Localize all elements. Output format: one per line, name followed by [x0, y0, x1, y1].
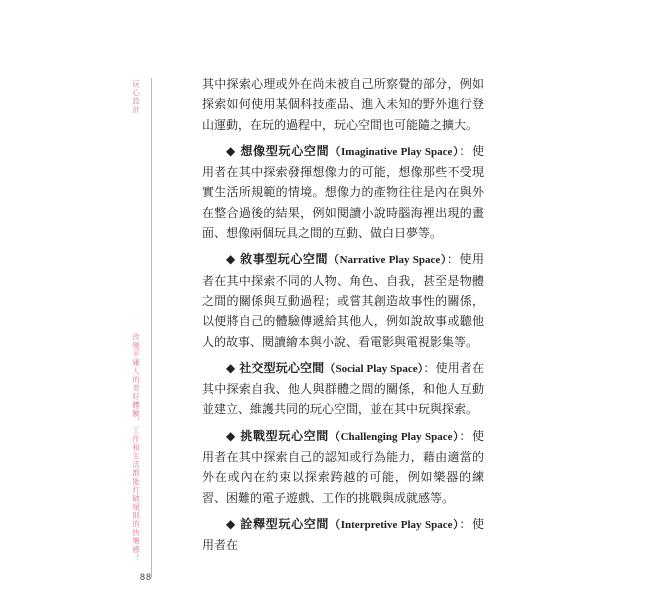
term-en-interpretive: （Interpretive Play Space）: [329, 518, 460, 531]
bullet-diamond-icon: ◆: [226, 428, 241, 443]
term-en-social: （Social Play Space）: [324, 362, 424, 375]
term-social: 社交型玩心空間: [239, 360, 325, 375]
bullet-diamond-icon: ◆: [226, 516, 241, 531]
running-head-title: 玩心設計: [131, 80, 141, 114]
bullet-diamond-icon: ◆: [226, 360, 240, 375]
paragraph-challenging: ◆ 挑戰型玩心空間（Challenging Play Space）：使用者在其中探索自己的認知或行為能力，藉由適當的外在或內在約束以探索跨越的可能，例如樂器的練習、困難的電子遊戲、工作的挑戰與成就感等。: [202, 428, 484, 505]
bullet-diamond-icon: ◆: [226, 143, 241, 158]
paragraph-continuation: 其中探索心理或外在尚未被自己所察覺的部分，例如探索如何使用某個科技產品、進入未知的野外進行登山運動，在玩的過程中，玩心空間也可能隨之擴大。: [202, 77, 484, 132]
paragraph-social: ◆ 社交型玩心空間（Social Play Space）：使用者在其中探索自我、他人與群體之間的關係，和他人互動並建立、維護共同的玩心空間，並在其中玩與探索。: [202, 360, 484, 417]
term-en-imaginative: （Imaginative Play Space）: [329, 145, 460, 158]
term-challenging: 挑戰型玩心空間: [240, 428, 329, 443]
running-head-tagline: 改變平庸人的美好體驗，工作和生活都能打破規則的快樂感！: [131, 333, 141, 563]
page-number: 88: [140, 572, 153, 582]
bullet-diamond-icon: ◆: [226, 252, 241, 267]
body-text: [202, 74, 484, 562]
term-narrative: 敘事型玩心空間: [240, 252, 329, 267]
paragraph-imaginative: ◆ 想像型玩心空間（Imaginative Play Space）：使用者在其中探索發揮想像力的可能，想像那些不受現實生活所規範的情境。想像力的產物往往是內在與外在整合過後的結果，例如閱讀小說時腦海裡出現的畫面、想像兩個玩具之間的互動、做白日夢等。: [202, 143, 484, 241]
term-interpretive: 詮釋型玩心空間: [240, 516, 330, 531]
term-en-challenging: （Challenging Play Space）: [328, 430, 460, 443]
margin-rule: [151, 78, 152, 578]
term-imaginative: 想像型玩心空間: [240, 143, 330, 158]
term-en-narrative: （Narrative Play Space）: [328, 254, 447, 267]
paragraph-narrative: ◆ 敘事型玩心空間（Narrative Play Space）：使用者在其中探索不同的人物、角色、自我，甚至是物體之間的關係與互動過程；或嘗其創造故事性的關係，以便將自己的體驗傳遞給其他人，例如說故事或聽他人的故事、閱讀繪本與小說、看電影與電視影集等。: [202, 252, 484, 349]
paragraph-interpretive: ◆ 詮釋型玩心空間（Interpretive Play Space）：使用者在: [202, 516, 484, 553]
